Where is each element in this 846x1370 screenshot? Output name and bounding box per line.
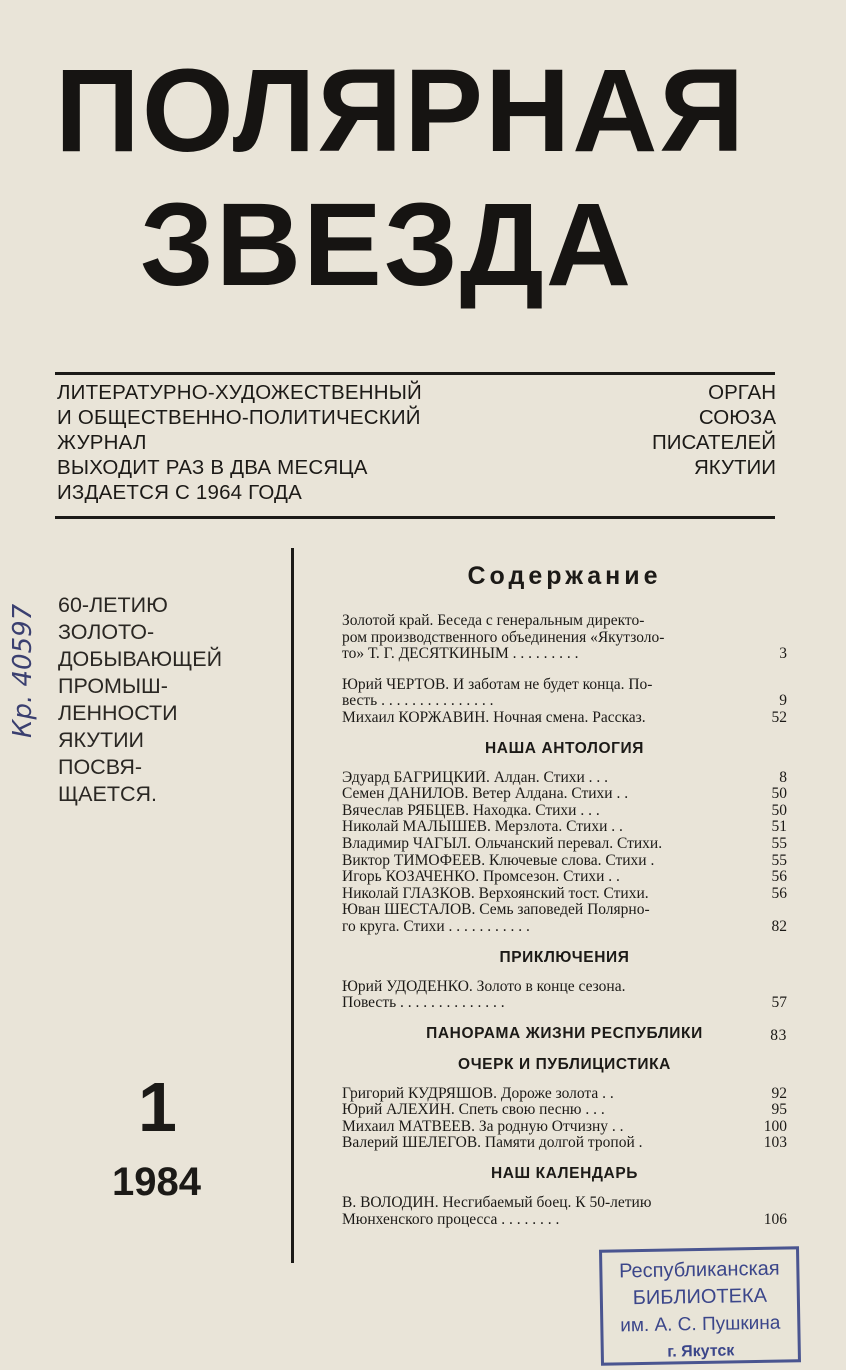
- toc-section-heading: ПАНОРАМА ЖИЗНИ РЕСПУБЛИКИ 83: [426, 1024, 787, 1044]
- toc-page-number: 83: [770, 1026, 787, 1044]
- toc-page-number: 56: [771, 868, 787, 886]
- top-divider: [55, 372, 775, 375]
- bottom-divider: [55, 516, 775, 519]
- toc-entry: Михаил КОРЖАВИН. Ночная смена. Рассказ. 52: [342, 708, 787, 726]
- toc-entry: Юван ШЕСТАЛОВ. Семь заповедей Полярно- го круга. Стихи . . . . . . . . . . . 82: [342, 902, 787, 935]
- toc-page-number: 100: [763, 1117, 787, 1135]
- toc-page-number: 55: [771, 851, 787, 869]
- toc-page-number: 8: [779, 768, 787, 786]
- toc-title: Содержание: [467, 562, 662, 590]
- organ-line: ЯКУТИИ: [694, 456, 776, 479]
- toc-entry: В. ВОЛОДИН. Несгибаемый боец. К 50-летию Мюнхенского процесса . . . . . . . . 106: [342, 1195, 787, 1228]
- toc-section-heading: ПРИКЛЮЧЕНИЯ: [499, 948, 630, 966]
- toc-entry: Семен ДАНИЛОВ. Ветер Алдана. Стихи . . 50: [342, 785, 787, 803]
- organ-line: ОРГАН: [708, 381, 776, 404]
- toc-page-number: 50: [771, 785, 787, 803]
- description-line: ВЫХОДИТ РАЗ В ДВА МЕСЯЦА: [57, 456, 368, 479]
- toc-entry: Юрий ЧЕРТОВ. И заботам не будет конца. По- весть . . . . . . . . . . . . . . . 9: [342, 676, 787, 710]
- toc-page-number: 52: [771, 708, 787, 726]
- masthead-line-2: ЗВЕЗДА: [140, 179, 634, 311]
- toc-entry: Игорь КОЗАЧЕНКО. Промсезон. Стихи . . 56: [342, 868, 787, 886]
- toc-entry: Золотой край. Беседа с генеральным директо- ром производственного объединения «Якутзоло- то» Т. Г. ДЕСЯТКИНЫМ . . . . . . . . . 3: [342, 613, 787, 663]
- toc-page-number: 56: [771, 884, 787, 902]
- handwritten-catalog-mark: Кр. 40597: [8, 603, 38, 738]
- organ-line: СОЮЗА: [698, 406, 776, 429]
- toc-entry: Николай МАЛЫШЕВ. Мерзлота. Стихи . . 51: [342, 818, 787, 836]
- journal-description: [57, 380, 517, 505]
- description-line: И ОБЩЕСТВЕННО-ПОЛИТИЧЕСКИЙ: [57, 406, 421, 429]
- toc-section-heading: НАША АНТОЛОГИЯ: [484, 739, 644, 757]
- toc-page-number: 3: [779, 645, 787, 663]
- toc-page-number: 103: [763, 1134, 787, 1152]
- toc-entry: Юрий УДОДЕНКО. Золото в конце сезона. Повесть . . . . . . . . . . . . . . 57: [342, 978, 787, 1012]
- toc-entry: Михаил МАТВЕЕВ. За родную Отчизну . . 100: [342, 1117, 787, 1135]
- toc-page-number: 57: [771, 994, 787, 1012]
- toc-entry: Владимир ЧАГЫЛ. Ольчанский перевал. Стихи. 55: [342, 834, 787, 852]
- toc-entry: Виктор ТИМОФЕЕВ. Ключевые слова. Стихи . 55: [342, 851, 787, 869]
- column-divider: [291, 548, 294, 1263]
- toc-entry: Вячеслав РЯБЦЕВ. Находка. Стихи . . . 50: [342, 801, 787, 819]
- publisher-organ: [556, 380, 776, 480]
- toc-page-number: 95: [771, 1101, 787, 1119]
- description-line: ЛИТЕРАТУРНО-ХУДОЖЕСТВЕННЫЙ: [57, 381, 422, 404]
- issue-number: 1: [138, 1068, 177, 1146]
- table-of-contents: [342, 562, 787, 1228]
- toc-entry: Григорий КУДРЯШОВ. Дороже золота . . 92: [342, 1084, 787, 1102]
- toc-page-number: 50: [771, 801, 787, 819]
- masthead-line-1: ПОЛЯРНАЯ: [55, 45, 747, 177]
- toc-page-number: 55: [771, 834, 787, 852]
- dedication: 60-ЛЕТИЮ ЗОЛОТО- ДОБЫВАЮЩЕЙ ПРОМЫШ- ЛЕННОСТИ ЯКУТИИ ПОСВЯ- ЩАЕТСЯ.: [58, 593, 223, 806]
- toc-entry: Юрий АЛЕХИН. Спеть свою песню . . . 95: [342, 1101, 787, 1119]
- toc-page-number: 51: [771, 818, 787, 836]
- toc-page-number: 9: [779, 692, 787, 710]
- toc-section-heading: НАШ КАЛЕНДАРЬ: [490, 1165, 639, 1183]
- toc-page-number: 82: [771, 917, 787, 935]
- toc-section-heading: ОЧЕРК И ПУБЛИЦИСТИКА: [458, 1055, 671, 1073]
- organ-line: ПИСАТЕЛЕЙ: [652, 431, 776, 454]
- toc-entry: Эдуард БАГРИЦКИЙ. Алдан. Стихи . . . 8: [342, 768, 787, 786]
- description-line: ИЗДАЕТСЯ С 1964 ГОДА: [57, 481, 302, 504]
- toc-entry: Николай ГЛАЗКОВ. Верхоянский тост. Стихи. 56: [342, 884, 787, 902]
- description-line: ЖУРНАЛ: [57, 431, 147, 454]
- library-stamp: Республиканская БИБЛИОТЕКА им. А. С. Пушкина г. Якутск: [599, 1246, 801, 1365]
- toc-page-number: 92: [771, 1084, 787, 1102]
- toc-page-number: 106: [763, 1210, 787, 1228]
- toc-entry: Валерий ШЕЛЕГОВ. Памяти долгой тропой . 103: [342, 1134, 787, 1152]
- issue-year: 1984: [112, 1160, 201, 1204]
